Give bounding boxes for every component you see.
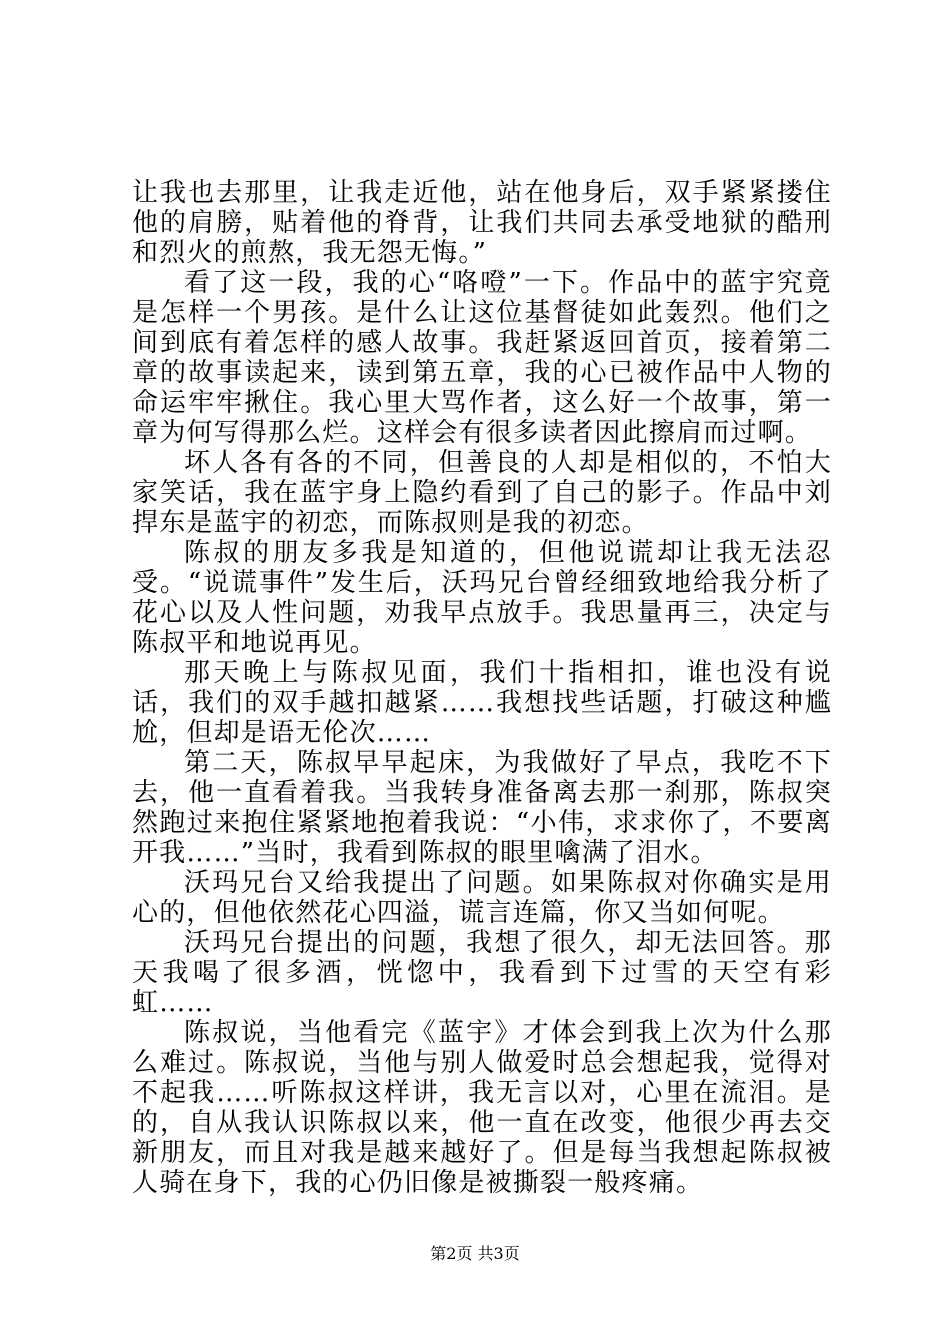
paragraph-3: 坏人各有各的不同，但善良的人却是相似的，不怕大家笑话，我在蓝宇身上隐约看到了自己的影子。作品中刘捍东是蓝宇的初恋，而陈叔则是我的初恋。 xyxy=(132,448,832,538)
page-number: 第2页 共3页 xyxy=(430,1244,520,1263)
paragraph-4: 陈叔的朋友多我是知道的，但他说谎却让我无法忍受。“说谎事件”发生后，沃玛兄台曾经细致地给我分析了花心以及人性问题，劝我早点放手。我思量再三，决定与陈叔平和地说再见。 xyxy=(132,538,832,658)
paragraph-9: 陈叔说，当他看完《蓝宇》才体会到我上次为什么那么难过。陈叔说，当他与别人做爱时总会想起我，觉得对不起我……听陈叔这样讲，我无言以对，心里在流泪。是的，自从我认识陈叔以来，他一直在改变，他很少再去交新朋友，而且对我是越来越好了。但是每当我想起陈叔被人骑在身下，我的心仍旧像是被撕裂一般疼痛。 xyxy=(132,1018,832,1198)
page-footer xyxy=(0,1244,950,1264)
paragraph-6: 第二天，陈叔早早起床，为我做好了早点，我吃不下去，他一直看着我。当我转身准备离去那一刹那，陈叔突然跑过来抱住紧紧地抱着我说：“小伟，求求你了，不要离开我……”当时，我看到陈叔的眼里噙满了泪水。 xyxy=(132,748,832,868)
paragraph-8: 沃玛兄台提出的问题，我想了很久，却无法回答。那天我喝了很多酒，恍惚中，我看到下过雪的天空有彩虹…… xyxy=(132,928,832,1018)
document-body xyxy=(132,178,832,1198)
paragraph-1: 让我也去那里，让我走近他，站在他身后，双手紧紧搂住他的肩膀，贴着他的脊背，让我们共同去承受地狱的酷刑和烈火的煎熬，我无怨无悔。” xyxy=(132,178,832,268)
paragraph-2: 看了这一段，我的心“咯噔”一下。作品中的蓝宇究竟是怎样一个男孩。是什么让这位基督徒如此轰烈。他们之间到底有着怎样的感人故事。我赶紧返回首页，接着第二章的故事读起来，读到第五章，我的心已被作品中人物的命运牢牢揪住。我心里大骂作者，这么好一个故事，第一章为何写得那么烂。这样会有很多读者因此擦肩而过啊。 xyxy=(132,268,832,448)
paragraph-7: 沃玛兄台又给我提出了问题。如果陈叔对你确实是用心的，但他依然花心四溢，谎言连篇，你又当如何呢。 xyxy=(132,868,832,928)
paragraph-5: 那天晚上与陈叔见面，我们十指相扣，谁也没有说话，我们的双手越扣越紧……我想找些话题，打破这种尴尬，但却是语无伦次…… xyxy=(132,658,832,748)
